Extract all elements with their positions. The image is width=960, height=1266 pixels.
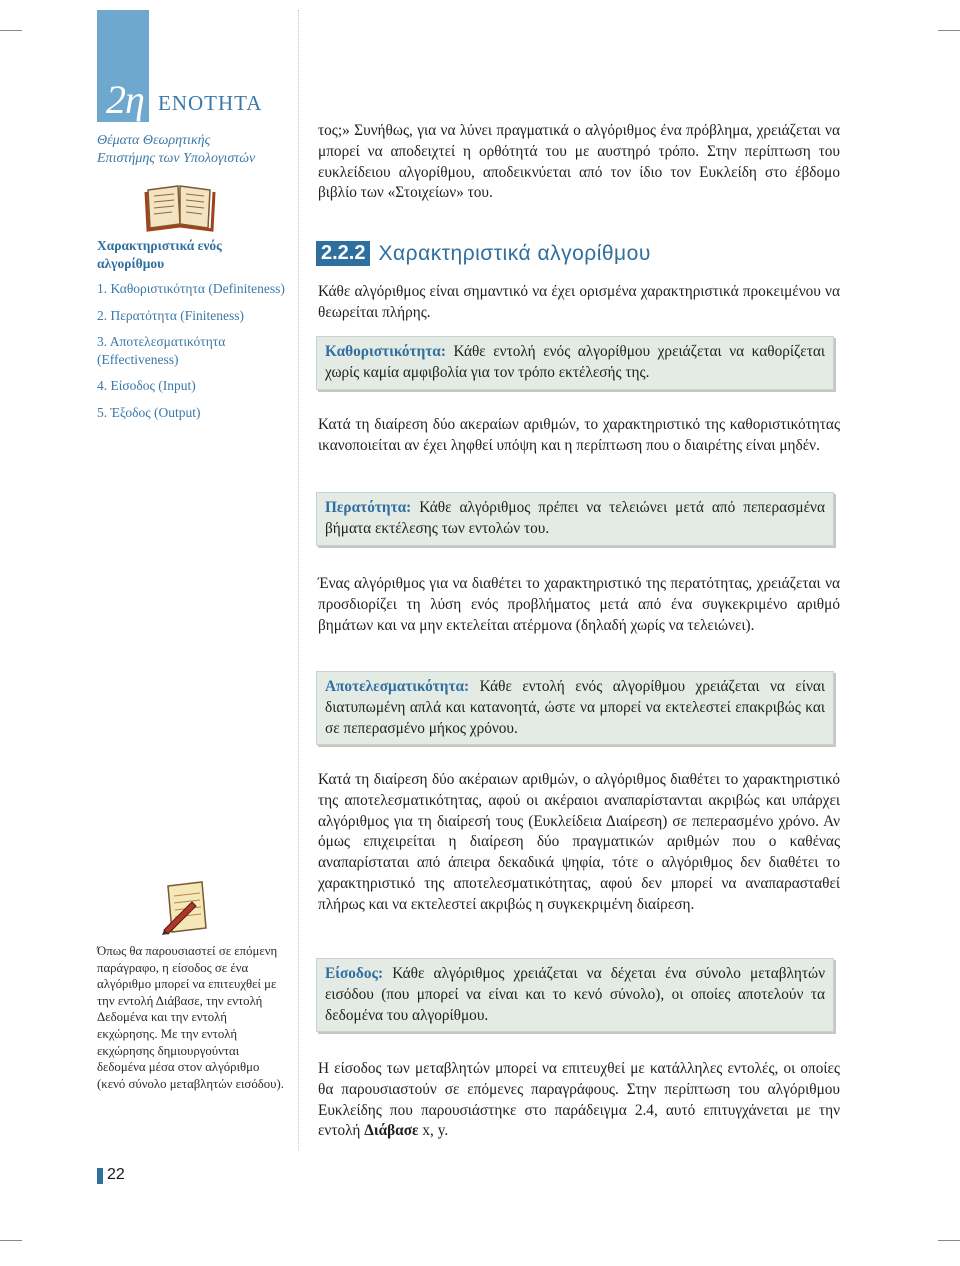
paragraph-text: Η είσοδος των μεταβλητών μπορεί να επιτευχθεί με κατάλληλες εντολές, οι οποίες θα παρουσιαστούν σε επόμενες παραγράφους. Στην περίπτωση του αλγόριθμου Ευκλείδης που παρουσιάστηκε στο παράδειγμα 2.4, αυτό επιτυγχάνεται με την εντολή xyxy=(318,1060,840,1140)
definition-text: Κάθε εντολή ενός αλγορίθμου χρειάζεται να είναι διατυπωμένη απλά και κατανοητά, ώστε να μπορεί να εκτελεστεί επακριβώς και σε πεπερασμένο μήκος χρόνου. xyxy=(325,678,825,737)
crop-mark xyxy=(0,1240,22,1241)
paragraph xyxy=(318,1059,840,1142)
paragraph: Κατά τη διαίρεση δύο ακεραίων αριθμών, το χαρακτηριστικό της καθοριστικότητας ικανοποιείται αν έχει ληφθεί υπόψη και η περίπτωση που ο διαιρέτης είναι μηδέν. xyxy=(318,416,840,454)
definition-term: Καθοριστικότητα: xyxy=(325,343,446,360)
page-number: 22 xyxy=(107,1166,125,1183)
definition-term: Περατότητα: xyxy=(325,499,412,516)
page-number-marker xyxy=(97,1168,103,1184)
sidebar-topics xyxy=(97,237,287,430)
command-keyword: Διάβασε xyxy=(364,1122,419,1140)
definition-term: Αποτελεσματικότητα: xyxy=(325,678,470,695)
sidebar-topic-item: 1. Καθοριστικότητα (Definiteness) xyxy=(97,281,285,296)
paragraph: Ένας αλγόριθμος για να διαθέτει το χαρακτηριστικό της περατότητας, χρειάζεται να προσδιορίζει τη λύση ενός προβλήματος μετά από ένα συγκεκριμένο αριθμό βημάτων και να μην εκτελείται ατέρμονα (δηλαδή χωρίς να τελειώνει). xyxy=(318,575,840,634)
definition-term: Είσοδος: xyxy=(325,965,384,982)
unit-subtitle xyxy=(97,132,277,168)
crop-mark xyxy=(938,30,960,31)
section-heading xyxy=(316,241,651,266)
definition-text: Κάθε αλγόριθμος χρειάζεται να δέχεται ένα σύνολο μεταβλητών εισόδου (που μπορεί να είναι και το κενό σύνολο), οι οποίες αποτελούν τα δεδομένα του αλγορίθμου. xyxy=(325,965,825,1024)
definition-box xyxy=(316,336,834,390)
sidebar-topics-heading: Χαρακτηριστικά ενός αλγορίθμου xyxy=(97,238,222,271)
unit-subtitle-line: Επιστήμης των Υπολογιστών xyxy=(97,151,256,166)
paragraph-text: x, y. xyxy=(418,1122,449,1140)
sidebar-topic-item: 2. Περατότητα (Finiteness) xyxy=(97,307,245,323)
paragraph: Κατά τη διαίρεση δύο ακέραιων αριθμών, ο αλγόριθμος διαθέτει το χαρακτηριστικό της αποτελεσματικότητας, αφού οι ακέραιοι αναπαρίστανται ακριβώς και υπάρχει αλγόριθμος για τη διαίρεσή τους (Ευκλείδεια Διαίρεση) σε πεπερασμένο χρόνο. Αν όμως επιχειρείται η διαίρεση δύο πραγματικών αριθμών που ο καθένας αναπαρίσταται από άπειρα δεκαδικά ψηφία, τότε ο αλγόριθμος δεν διαθέτει το χαρακτηριστικό της αποτελεσματικότητας, αφού δεν μπορεί να αναπαρασταθεί πλήρως και να εκτελεστεί ακριβώς η συγκεκριμένη διαίρεση. xyxy=(318,771,840,913)
paragraph: Κάθε αλγόριθμος είναι σημαντικό να έχει ορισμένα χαρακτηριστικά προκειμένου να θεωρείται πλήρης. xyxy=(318,283,840,321)
side-note: Όπως θα παρουσιαστεί σε επόμενη παράγραφο, η είσοδος σε ένα αλγόριθμο μπορεί να επιτευχθεί με την εντολή Διάβασε, την εντολή Δεδομένα και την εντολή εκχώρησης. Με την εντολή εκχώρησης δημιουργούνται δεδομένα μέσα στον αλγόριθμο (κενό σύνολο μεταβλητών εισόδου). xyxy=(97,944,284,1091)
sidebar-topic-item: 4. Είσοδος (Input) xyxy=(97,378,196,393)
definition-text: Κάθε αλγόριθμος πρέπει να τελειώνει μετά από πεπερασμένα βήματα εκτέλεσης των εντολών του. xyxy=(325,499,825,537)
section-number: 2.2.2 xyxy=(316,241,370,266)
unit-label: ΕΝΟΤΗΤΑ xyxy=(158,91,263,115)
sidebar-topic-item: 3. Αποτελεσματικότητα (Effectiveness) xyxy=(97,334,226,367)
definition-box xyxy=(316,671,834,745)
column-divider xyxy=(298,10,299,1150)
unit-number: 2η xyxy=(106,77,144,122)
definition-box xyxy=(316,492,834,546)
sidebar-topic-item: 5. Έξοδος (Output) xyxy=(97,404,201,420)
section-title: Χαρακτηριστικά αλγορίθμου xyxy=(378,241,651,265)
crop-mark xyxy=(938,1240,960,1241)
unit-subtitle-line: Θέματα Θεωρητικής xyxy=(97,133,211,148)
definition-box xyxy=(316,958,834,1032)
paragraph: τος;» Συνήθως, για να λύνει πραγματικά ο αλγόριθμος ένα πρόβλημα, χρειάζεται να μπορεί να αποδειχτεί η ορθότητά του με αυστηρό τρόπο. Στην περίπτωση του ευκλείδειου αλγορίθμου, αποδεικνύεται από τον ίδιο τον Ευκλείδη στο έβδομο βιβλίο των «Στοιχείων» του. xyxy=(318,122,840,202)
notepad-pen-icon xyxy=(158,878,214,936)
definition-text: Κάθε εντολή ενός αλγορίθμου χρειάζεται να καθορίζεται χωρίς καμία αμφιβολία για τον τρόπο εκτέλεσής της. xyxy=(325,343,825,381)
crop-mark xyxy=(0,30,22,31)
open-book-icon xyxy=(144,178,216,232)
